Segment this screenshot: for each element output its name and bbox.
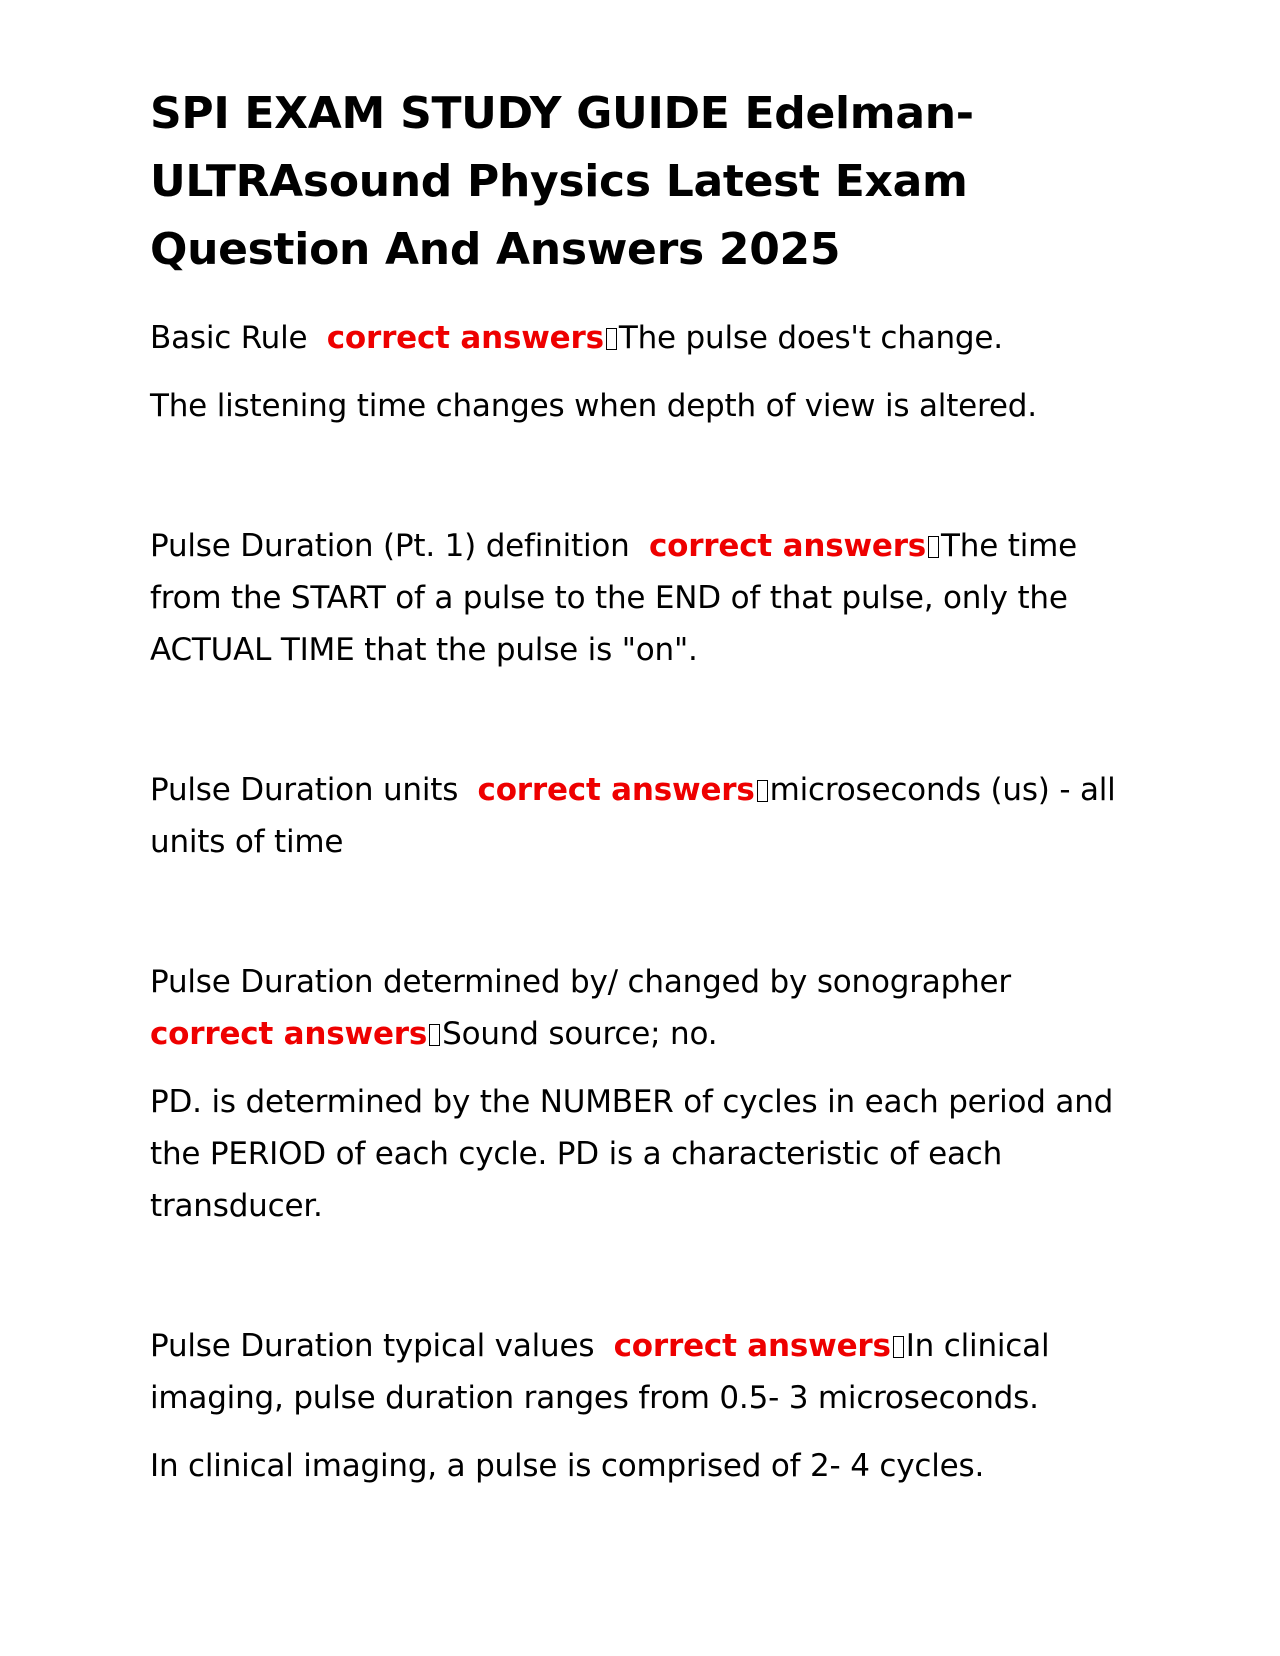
entry-spacer <box>150 448 1140 520</box>
missing-glyph-box-icon <box>928 536 939 558</box>
answer-label: correct answers <box>613 1328 891 1364</box>
qa-question-line <box>150 956 1140 1060</box>
qa-question-line <box>150 1320 1140 1424</box>
question-text: Pulse Duration typical values <box>150 1328 595 1364</box>
answer-label: correct answers <box>477 772 755 808</box>
entry-spacer <box>150 692 1140 764</box>
missing-glyph-box-icon <box>606 328 617 350</box>
answer-label: correct answers <box>150 1016 428 1052</box>
answer-label: correct answers <box>326 320 604 356</box>
entry-spacer <box>150 1248 1140 1320</box>
qa-entry <box>150 1320 1140 1492</box>
question-text: Pulse Duration determined by/ changed by sonographer <box>150 964 1011 1000</box>
missing-glyph-box-icon <box>893 1336 904 1358</box>
qa-question-line <box>150 520 1140 676</box>
missing-glyph-box-icon <box>757 780 768 802</box>
question-text: Basic Rule <box>150 320 308 356</box>
answer-text: The time from the START of a pulse to the END of that pulse, only the ACTUAL TIME that the pulse is "on". <box>150 528 1077 668</box>
answer-extra-text: PD. is determined by the NUMBER of cycles in each period and the PERIOD of each cycle. PD is a characteristic of each transducer. <box>150 1084 1114 1224</box>
qa-entry <box>150 312 1140 432</box>
document-title: SPI EXAM STUDY GUIDE Edelman-ULTRAsound Physics Latest Exam Question And Answers 2025 <box>150 88 974 275</box>
answer-text: microseconds (us) - all units of time <box>150 772 1116 860</box>
entry-spacer <box>150 884 1140 956</box>
answer-label: correct answers <box>648 528 927 564</box>
qa-entry <box>150 520 1140 676</box>
answer-extra-text: The listening time changes when depth of view is altered. <box>150 388 1037 424</box>
question-text: Pulse Duration (Pt. 1) definition <box>150 528 630 564</box>
answer-extra-text: In clinical imaging, a pulse is comprised of 2- 4 cycles. <box>150 1448 985 1484</box>
answer-text: In clinical imaging, pulse duration ranges from 0.5- 3 microseconds. <box>150 1328 1050 1416</box>
qa-entry <box>150 764 1140 868</box>
question-text: Pulse Duration units <box>150 772 459 808</box>
answer-text: Sound source; no. <box>442 1016 718 1052</box>
qa-entry <box>150 956 1140 1232</box>
qa-question-line <box>150 312 1140 364</box>
document-page <box>150 80 1140 1508</box>
qa-question-line <box>150 764 1140 868</box>
missing-glyph-box-icon <box>429 1024 440 1046</box>
answer-text: The pulse does't change. <box>618 320 1003 356</box>
